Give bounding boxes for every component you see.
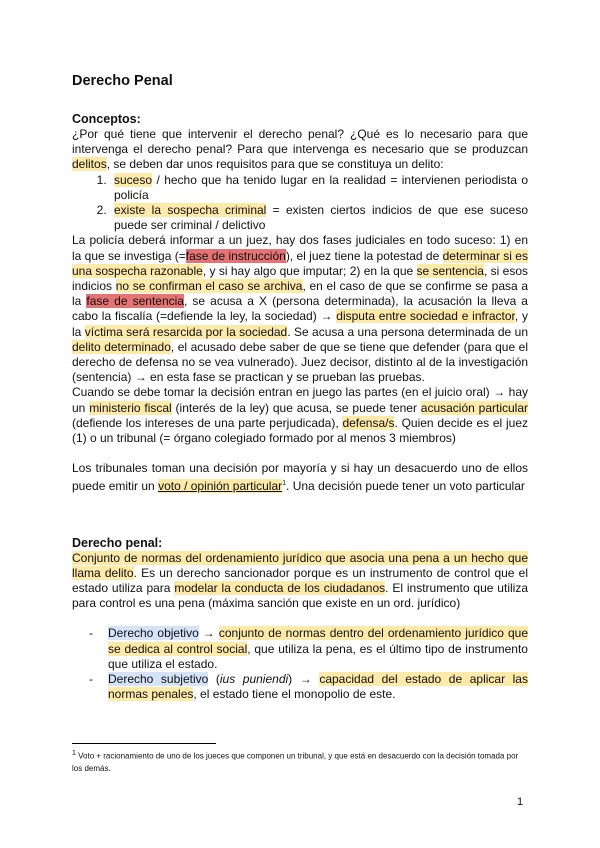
list-item: - Derecho subjetivo (ius puniendi) → capacidad del estado de aplicar las normas penales, el estado tiene el monopolio de este. <box>108 672 528 702</box>
page-title: Derecho Penal <box>72 73 173 89</box>
list-item: - Derecho objetivo → conjunto de normas dentro del ordenamiento jurídico que se dedica al control social, que utiliza la pena, es el último tipo de instrumento que utiliza el estado. <box>108 626 528 672</box>
section-heading-derecho-penal: Derecho penal: <box>72 535 163 550</box>
requirements-list <box>72 173 528 234</box>
paragraph-fases: La policía deberá informar a un juez, hay dos fases judiciales en todo suceso: 1) en la que se investiga (=fase de instrucción), el juez tiene la potestad de determinar si es una sospecha razonable, y si hay algo que imputar; 2) en la que se sentencia, si esos indicios no se confirman el caso se archiva, en el caso de que se confirme se pasa a la fase de sentencia, se acusa a X (persona determinada), la acusación la lleva a cabo la fiscalía (=defiende la ley, la sociedad) → disputa entre sociedad e infractor, y la víctima será resarcida por la sociedad. Se acusa a una persona determinada de un delito determinado, el acusado debe saber de que se tiene que defender (para que el derecho de defensa no se vea vulnerado). Juez decisor, distinto al de la investigación (sentencia) → en esta fase se practican y se prueban las pruebas. <box>72 233 529 385</box>
footnote: $^1$ Voto + racionamiento de uno de los jueces que componen un tribunal, y que está en desacuerdo con la decisión tomada por los demás. <box>72 750 519 773</box>
section-heading-conceptos: Conceptos: <box>72 112 141 126</box>
document-body <box>72 72 528 703</box>
paragraph-tribunales: Los tribunales toman una decisión por mayoría y si hay un desacuerdo uno de ellos puede emitir un voto / opinión particular$^1$. Una decisión puede tener un voto particular <box>72 461 528 494</box>
footnote-ref: 1 <box>282 480 287 488</box>
footnote-divider <box>72 743 216 744</box>
highlight: delitos <box>72 157 107 172</box>
paragraph-intro: ¿Por qué tiene que intervenir el derecho penal? ¿Qué es lo necesario para que intervenga el derecho penal? Para que intervenga es necesario que se produzcan delitos, se deben dar unos requisitos para que se constituya un delito: <box>72 127 528 172</box>
paragraph-definicion: Conjunto de normas del ordenamiento jurídico que asocia una pena a un hecho que llama delito. Es un derecho sancionador porque es un instrumento de control que el estado utiliza para modelar la conducta de los ciudadanos. El instrumento que utiliza para control es una pena (máxima sanción que existe en un ord. jurídico) <box>72 550 529 611</box>
list-item: 1. suceso / hecho que ha tenido lugar en la realidad = intervienen periodista o policía <box>110 173 528 203</box>
list-item: 2. existe la sospecha criminal = existen ciertos indicios de que ese suceso puede ser criminal / delictivo <box>110 203 528 233</box>
page-number: 1 <box>517 796 524 808</box>
derecho-types-list <box>72 626 528 702</box>
paragraph-partes: Cuando se debe tomar la decisión entran en juego las partes (en el juicio oral) → hay un ministerio fiscal (interés de la ley) que acusa, se puede tener acusación particular (defiende los intereses de una parte perjudicada), defensa/s. Quien decide es el juez (1) o un tribunal (= órgano colegiado formado por al menos 3 miembros) <box>72 385 528 446</box>
